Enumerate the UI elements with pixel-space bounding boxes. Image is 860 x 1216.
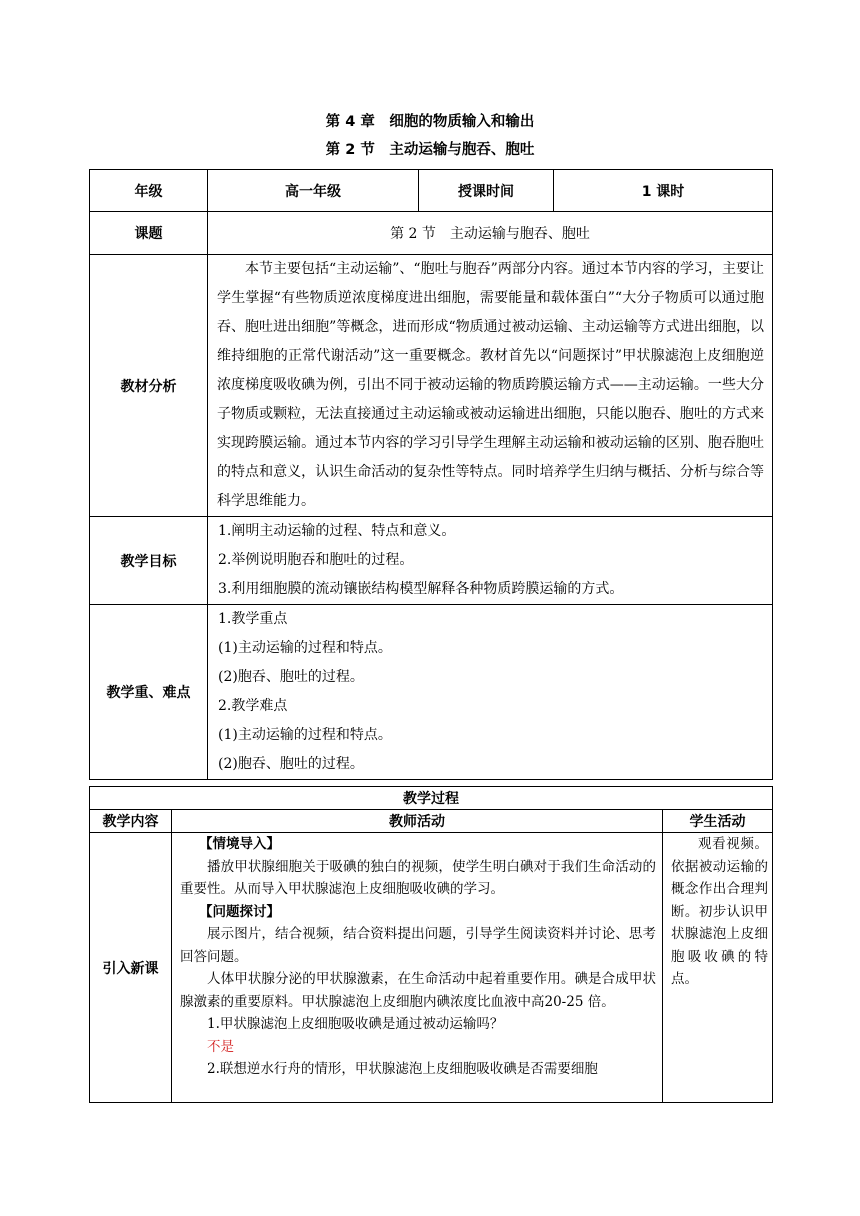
goals-label: 教学目标 — [90, 517, 208, 605]
goals-list — [208, 517, 773, 605]
analysis-label: 教材分析 — [90, 255, 208, 517]
time-value: 1 课时 — [554, 170, 773, 212]
grade-label: 年级 — [90, 170, 208, 212]
keypoint-item: (2)胞吞、胞吐的过程。 — [218, 669, 364, 685]
goal-item: 1.阐明主动运输的过程、特点和意义。 — [218, 523, 456, 539]
answer-1: 不是 — [207, 1038, 234, 1055]
situation-heading: 【情境导入】 — [199, 836, 280, 852]
student-activity: 观看视频。依据被动运输的概念作出合理判断。初步认识甲状腺滤泡上皮细胞吸收碘的特点。 — [663, 833, 773, 1103]
keypoints-label: 教学重、难点 — [90, 605, 208, 780]
keypoint-item: (1)主动运输的过程和特点。 — [218, 727, 392, 743]
process-title: 教学过程 — [90, 787, 773, 810]
col-student-header: 学生活动 — [663, 810, 773, 833]
chapter-title: 第 4 章 细胞的物质输入和输出 — [325, 114, 535, 130]
topic-label: 课题 — [90, 212, 208, 255]
keypoint-item: (2)胞吞、胞吐的过程。 — [218, 756, 364, 772]
col-teacher-header: 教师活动 — [172, 810, 663, 833]
grade-value: 高一年级 — [208, 170, 419, 212]
iodine-text: 人体甲状腺分泌的甲状腺激素，在生命活动中起着重要作用。碘是合成甲状腺激素的重要原料。甲状腺滤泡上皮细胞内碘浓度比血液中高20-25 倍。 — [180, 971, 656, 1010]
section-title: 第 2 节 主动运输与胞吞、胞吐 — [325, 142, 535, 158]
analysis-text: 本节主要包括“主动运输”、“胞吐与胞吞”两部分内容。通过本节内容的学习，主要让学生掌握“有些物质逆浓度梯度进出细胞，需要能量和载体蛋白”“大分子物质可以通过胞吞、胞吐进出细胞”等概念，进而形成“物质通过被动运输、主动运输等方式进出细胞，以维持细胞的正常代谢活动”这一重要概念。教材首先以“问题探讨”甲状腺滤泡上皮细胞逆浓度梯度吸收碘为例，引出不同于被动运输的物质跨膜运输方式——主动运输。一些大分子物质或颗粒，无法直接通过主动运输或被动运输进出细胞，只能以胞吞、胞吐的方式来实现跨膜运输。通过本节内容的学习引导学生理解主动运输和被动运输的区别、胞吞胞吐的特点和意义，认识生命活动的复杂性等特点。同时培养学生归纳与概括、分析与综合等科学思维能力。 — [217, 261, 764, 509]
col-content-header: 教学内容 — [90, 810, 172, 833]
question-2: 2.联想逆水行舟的情形，甲状腺滤泡上皮细胞吸收碘是否需要细胞 — [207, 1061, 598, 1077]
goal-item: 3.利用细胞膜的流动镶嵌结构模型解释各种物质跨膜运输的方式。 — [218, 581, 624, 597]
lesson-info-table — [89, 169, 773, 780]
time-label: 授课时间 — [419, 170, 554, 212]
situation-text: 播放甲状腺细胞关于吸碘的独白的视频，使学生明白碘对于我们生命活动的重要性。从而导入甲状腺滤泡上皮细胞吸收碘的学习。 — [180, 858, 656, 897]
goal-item: 2.举例说明胞吞和胞吐的过程。 — [218, 552, 414, 568]
topic-value: 第 2 节 主动运输与胞吞、胞吐 — [208, 212, 773, 255]
keypoints-list — [208, 605, 773, 780]
inquiry-heading: 【问题探讨】 — [199, 903, 280, 920]
keypoint-item: 1.教学重点 — [218, 611, 288, 627]
teacher-activity — [172, 833, 663, 1103]
inquiry-text: 展示图片，结合视频，结合资料提出问题，引导学生阅读资料并讨论、思考回答问题。 — [180, 926, 656, 965]
question-1: 1.甲状腺滤泡上皮细胞吸收碘是通过被动运输吗？ — [207, 1016, 504, 1032]
keypoint-item: (1)主动运输的过程和特点。 — [218, 640, 392, 656]
intro-row-label: 引入新课 — [90, 833, 172, 1103]
teaching-process-table — [89, 786, 773, 1103]
keypoint-item: 2.教学难点 — [218, 698, 288, 714]
